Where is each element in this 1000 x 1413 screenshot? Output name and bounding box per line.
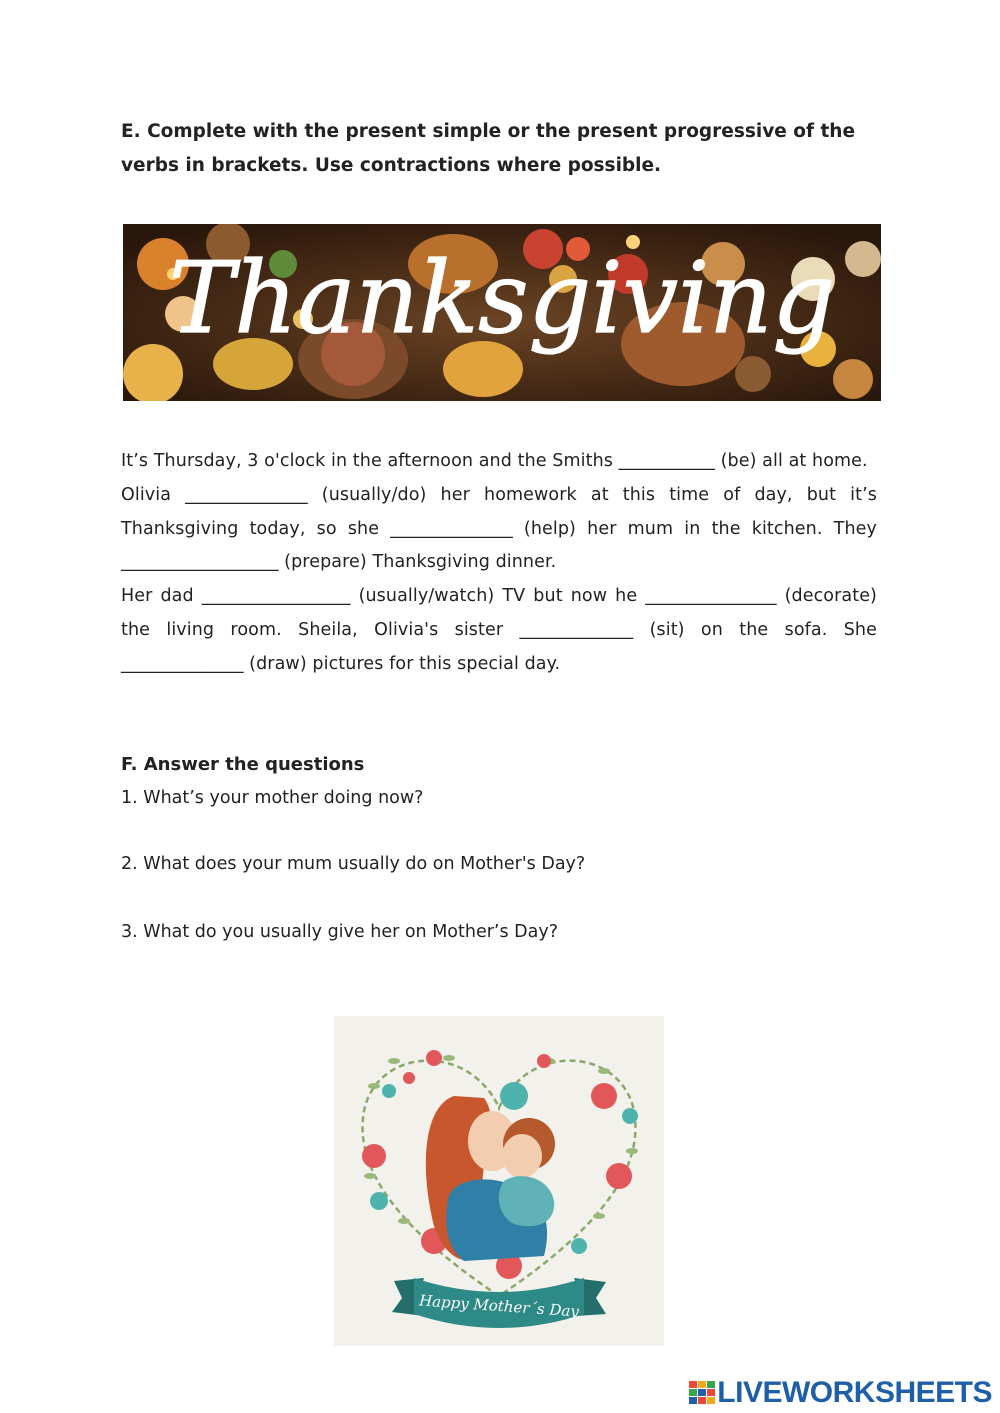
liveworksheets-logo-icon: [688, 1379, 716, 1407]
banner-title: Thanksgiving: [168, 242, 836, 356]
answer-blank-draw[interactable]: ______________: [121, 653, 244, 674]
passage-text: (usually/do) her homework at this time of day, but it’s Thanksgiving today, so she: [121, 484, 877, 539]
ribbon-text: Happy Mother´s Day: [418, 1291, 580, 1321]
answer-blank-be[interactable]: ___________: [618, 451, 715, 471]
question-3: 3. What do you usually give her on Mother’s Day?: [121, 922, 559, 942]
passage-text: (help) her mum in the kitchen. They: [512, 518, 877, 539]
passage-paragraph-2: [121, 479, 877, 580]
passage-text: (draw) pictures for this special day.: [243, 653, 561, 674]
answer-blank-prepare[interactable]: __________________: [121, 552, 279, 573]
cloze-passage: [121, 445, 877, 682]
passage-paragraph-3: [121, 580, 877, 681]
passage-paragraph-1: [121, 445, 877, 479]
mothers-day-image: [334, 1016, 664, 1346]
answer-blank-usually-watch[interactable]: _________________: [201, 586, 351, 607]
section-e-heading: [121, 115, 881, 183]
passage-text: (usually/watch) TV but now he: [350, 586, 646, 607]
passage-text: It’s Thursday, 3 o'clock in the afternoon and the Smiths: [121, 451, 619, 471]
passage-text: Her dad: [121, 586, 202, 607]
thanksgiving-banner-image: [123, 224, 881, 401]
answer-blank-sit[interactable]: _____________: [519, 619, 634, 640]
logo-text: LIVEWORKSHEETS: [717, 1376, 992, 1409]
liveworksheets-logo: [688, 1376, 992, 1410]
mothers-day-illustration: [334, 1016, 664, 1346]
question-1: 1. What’s your mother doing now?: [121, 788, 424, 808]
section-f-heading: F. Answer the questions: [121, 754, 365, 775]
passage-text: (sit) on the sofa. She: [633, 619, 877, 640]
passage-text: (prepare) Thanksgiving dinner.: [278, 552, 557, 573]
question-2: 2. What does your mum usually do on Mother's Day?: [121, 854, 586, 874]
section-e-heading-line2: verbs in brackets. Use contractions where possible.: [121, 155, 662, 176]
thanksgiving-banner: [123, 224, 881, 401]
answer-blank-help[interactable]: ______________: [390, 518, 513, 539]
section-e-heading-line1: E. Complete with the present simple or the present progressive of the: [121, 121, 856, 142]
answer-blank-decorate[interactable]: _______________: [645, 586, 777, 607]
passage-text: Olivia: [121, 484, 186, 505]
passage-text: (decorate) the living room. Sheila, Olivia's sister: [121, 586, 877, 640]
answer-blank-usually-do[interactable]: ______________: [185, 484, 308, 505]
passage-text: (be) all at home.: [714, 451, 868, 471]
